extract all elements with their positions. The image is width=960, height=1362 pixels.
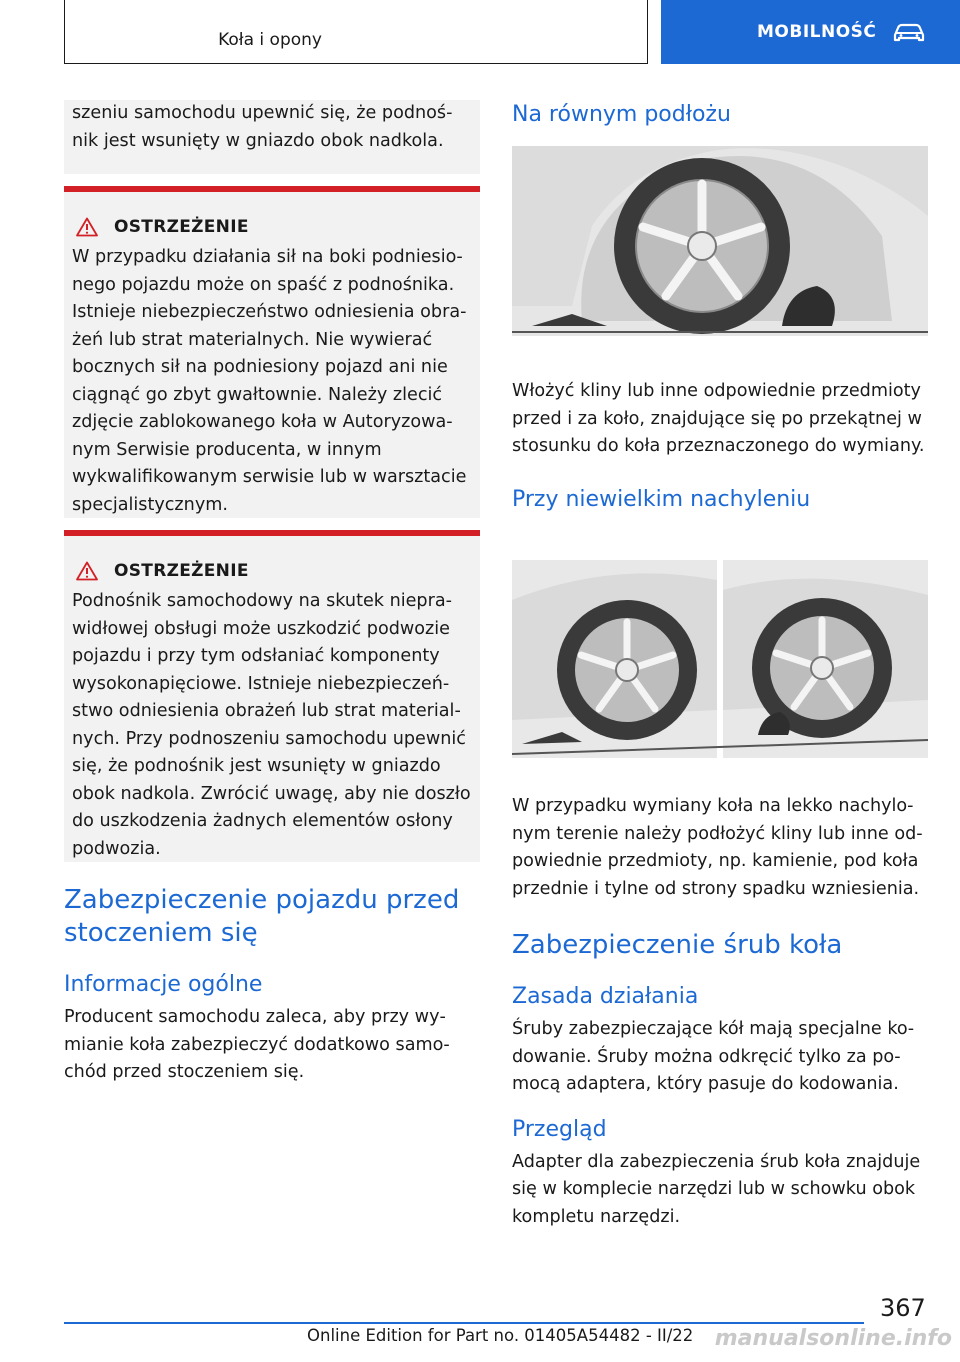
continued-note-text: szeniu samochodu upewnić się, że podnośnik jest wsunięty w gniazdo obok nadkola. [72,103,453,151]
header-section-box [64,0,648,64]
overview-title: Przegląd [512,1116,607,1142]
wheel-bolts-section-title: Zabezpieczenie śrub koła [512,930,843,960]
warning-text-2: Podnośnik samochodowy na skutek nieprawidłowej obsługi może uszkodzić podwozie pojazdu i przy tym odsłaniać komponenty wysokonapięciowe. Istnieje niebezpieczeństwo odniesienia obrażeń lub strat materialnych. Przy podnoszeniu samochodu upewnić się, że podnośnik jest wsunięty w gniazdo obok nadkola. Zwrócić uwagę, aby nie doszło do uszkodzenia żadnych elementów osłony podwozia. [72,591,471,859]
flat-ground-title: Na równym podłożu [512,102,731,127]
general-info-text: Producent samochodu zaleca, aby przy wymianie koła zabezpieczyć dodatkowo samochód przed stoczeniem się. [64,1007,450,1082]
slope-title: Przy niewielkim nachyleniu [512,486,811,512]
warning-box-1 [64,186,480,518]
footer-divider [64,1322,864,1324]
warning-header-1 [72,212,472,242]
rollaway-section [64,884,480,1087]
continued-note-box [64,100,480,174]
warning-triangle-icon [76,561,98,581]
warning-header-2 [72,556,472,586]
warning-title-2: OSTRZEŻENIE [114,561,249,581]
edition-info: Online Edition for Part no. 01405A54482 - II/22 [307,1326,694,1345]
header-chapter-title: MOBILNOŚĆ [757,22,877,42]
flat-ground-text-wrap [512,378,928,515]
slope-text: W przypadku wymiany koła na lekko nachylonym terenie należy podłożyć kliny lub inne odpowiednie przedmioty, np. kamienie, pod koła przednie i tylne od strony spadku wzniesienia. [512,796,923,899]
slope-wheels-illustration [512,560,928,758]
warning-box-2 [64,530,480,862]
watermark: manualsonline.info [714,1326,952,1351]
overview-text: Adapter dla zabezpieczenia śrub koła znajduje się w komplecie narzędzi lub w schowku obok kompletu narzędzi. [512,1151,921,1227]
flat-ground-text: Włożyć kliny lub inne odpowiednie przedmioty przed i za koło, znajdujące się po przekątnej w stosunku do koła przeznaczonego do wymiany. [512,381,925,456]
car-icon [892,21,926,43]
slope-text-wrap [512,793,928,1231]
warning-triangle-icon [76,217,98,237]
principle-text: Śruby zabezpieczające kół mają specjalne kodowanie. Śruby można odkręcić tylko za pomocą adaptera, który pasuje do kodowania. [512,1019,915,1094]
warning-title-1: OSTRZEŻENIE [114,217,249,237]
flat-ground-title-wrap [512,100,928,130]
general-info-title: Informacje ogólne [64,972,263,997]
page-number: 367 [880,1294,926,1322]
header-section-title: Koła i opony [218,30,322,50]
warning-text-1: W przypadku działania sił na boki podniesionego pojazdu może on spaść z podnośnika. Istnieje niebezpieczeństwo odniesienia obrażeń lub strat materialnych. Nie wywierać bocznych sił na podniesiony pojazd ani nie ciągnąć go zbyt gwałtownie. Należy zlecić zdjęcie zablokowanego koła w Autoryzowanym Serwisie producenta, w innym wykwalifikowanym serwisie lub w warsztacie specjalistycznym. [72,247,467,515]
header-chapter-tab [661,0,960,64]
rollaway-section-title: Zabezpieczenie pojazdu przed stoczeniem się [64,885,460,948]
flat-ground-wheel-illustration [512,146,928,336]
principle-title: Zasada działania [512,984,699,1009]
